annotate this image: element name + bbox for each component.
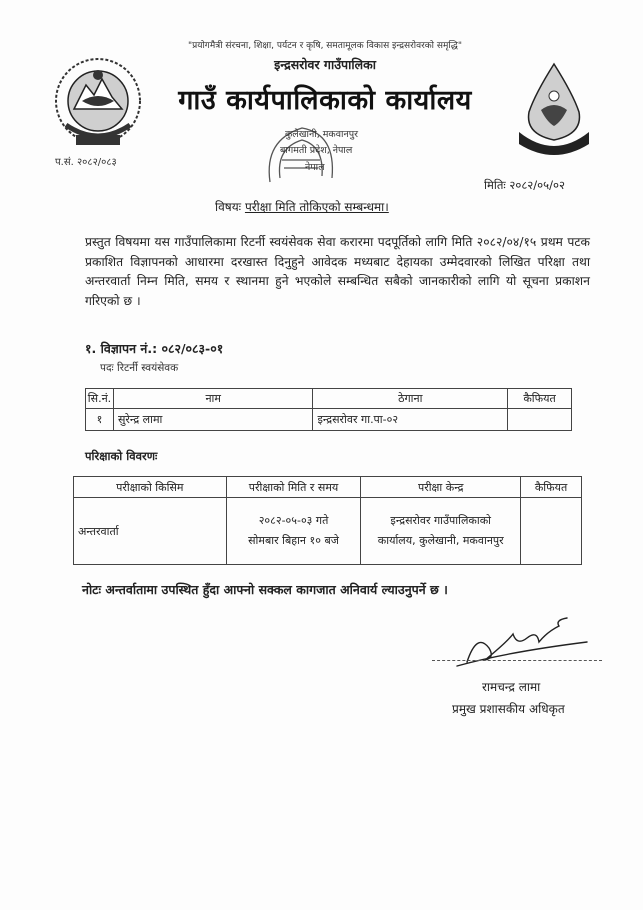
header-sn: सि.नं. [86, 389, 114, 409]
exam-remarks [521, 498, 582, 565]
signatory-name: रामचन्द्र लामा [482, 680, 541, 694]
candidate-remarks [508, 409, 572, 431]
header-remarks: कैफियत [508, 389, 572, 409]
office-title: गाउँ कार्यपालिकाको कार्यालय [178, 85, 472, 116]
address-line-1: कुलेखानी, मकवानपुर [285, 129, 359, 140]
address-line-3: नेपाल [305, 162, 325, 173]
exam-table [73, 476, 582, 565]
subject-label: विषयः [215, 200, 242, 214]
exam-table-header [74, 477, 582, 498]
candidate-table-header [86, 389, 572, 409]
exam-time: सोमबार बिहान १० बजे [248, 534, 339, 547]
municipality-name: इन्द्रसरोवर गाउँपालिका [274, 57, 376, 72]
candidate-sn: १ [86, 409, 114, 431]
exam-center-line-2: कार्यालय, कुलेखानी, मकवानपुर [377, 534, 504, 547]
signatory-title: प्रमुख प्रशासकीय अधिकृत [452, 702, 565, 716]
motto: "प्रयोगमैत्री संरचना, शिक्षा, पर्यटन र कृषि, समतामूलक विकास इन्द्रसरोवरको समृद्धि" [187, 41, 463, 51]
exam-date: २०८२-०५-०३ गते [258, 514, 329, 527]
header-name: नाम [113, 389, 313, 409]
header-exam-type: परीक्षाको किसिम [74, 477, 227, 498]
letter-date: मितिः २०८२/०५/०२ [484, 178, 565, 192]
exam-center-line-1: इन्द्रसरोवर गाउँपालिकाको [390, 514, 492, 527]
exam-details-heading: परिक्षाको विवरणः [85, 449, 158, 463]
nepal-emblem-logo [52, 55, 144, 157]
exam-datetime [226, 498, 361, 565]
municipality-water-drop-logo [515, 60, 593, 162]
note: नोटः अन्तर्वातामा उपस्थित हुँदा आफ्नो सक्कल कागजात अनिवार्य ल्याउनुपर्ने छ । [82, 582, 448, 597]
header-exam-datetime: परीक्षाको मिति र समय [226, 477, 361, 498]
reference-number: प.सं. २०८२/०८३ [55, 157, 117, 168]
table-row [74, 498, 582, 565]
header-address: ठेगाना [313, 389, 508, 409]
handwritten-signature [447, 612, 597, 674]
header-exam-center: परीक्षा केन्द्र [361, 477, 521, 498]
table-row [86, 409, 572, 431]
signature-line [432, 660, 602, 661]
subject-text: परीक्षा मिति तोकिएको सम्बन्धमा। [244, 200, 389, 214]
post-name: पदः रिटर्नी स्वयंसेवक [100, 362, 179, 374]
address-line-2: बागमती प्रदेश, नेपाल [280, 145, 353, 156]
subject-line [215, 198, 389, 215]
exam-center [361, 498, 521, 565]
candidate-table [85, 388, 572, 431]
body-paragraph: प्रस्तुत विषयमा यस गाउँपालिकामा रिटर्नी स्वयंसेवक सेवा करारमा पदपूर्तिको लागि मिति २०८२/०४/१५ प्रथम पटक प्रकाशित विज्ञापनको आधारमा दरखास्त दिनुहुने आवेदक मध्यबाट देहायका उम्मेदवारको लिखित परिक्षा तथा अन्तरवार्ता निम्न मिति, समय र स्थानमा हुने भएकोले सम्बन्धित सबैको जानकारीको लागि यो सूचना प्रकाशन गरिएको छ । [85, 235, 590, 308]
header-exam-remarks: कैफियत [521, 477, 582, 498]
advertisement-heading: १. विज्ञापन नं.: ०८२/०८३-०१ [85, 341, 224, 356]
candidate-name: सुरेन्द्र लामा [113, 409, 313, 431]
exam-type: अन्तरवार्ता [74, 498, 227, 565]
candidate-address: इन्द्रसरोवर गा.पा-०२ [313, 409, 508, 431]
